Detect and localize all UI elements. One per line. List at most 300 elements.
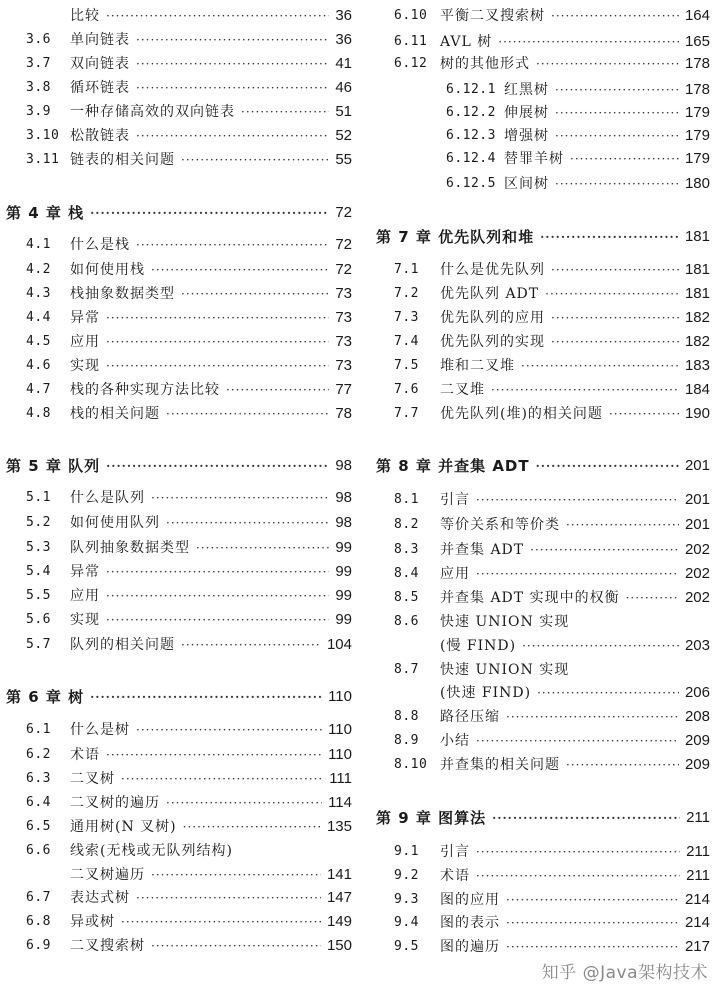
toc-entry xyxy=(0,149,352,171)
toc-page-number: 209 xyxy=(684,732,710,749)
leader-dots xyxy=(476,563,679,585)
toc-entry xyxy=(370,148,710,170)
toc-entry-number: 6.5 xyxy=(26,819,51,834)
leader-dots xyxy=(121,768,323,790)
leader-dots xyxy=(241,101,329,123)
toc-chapter-entry xyxy=(0,202,352,224)
toc-entry xyxy=(370,539,710,561)
toc-entry xyxy=(370,379,710,401)
chapter-title: 第 9 章 图算法 xyxy=(376,809,487,827)
toc-page-number: 149 xyxy=(326,913,352,930)
toc-page-number: 201 xyxy=(684,491,710,508)
chapter-title: 第 5 章 队列 xyxy=(6,457,101,475)
leader-dots xyxy=(566,514,679,536)
toc-entry-number: 3.8 xyxy=(26,80,51,95)
toc-page-number: 141 xyxy=(326,866,352,883)
toc-entry-number: 9.3 xyxy=(394,892,419,907)
toc-entry xyxy=(0,816,352,838)
toc-entry xyxy=(0,585,352,607)
toc-entry-title: 树的其他形式 xyxy=(440,56,530,72)
toc-entry-title: 应用 xyxy=(70,334,100,350)
leader-dots xyxy=(545,283,679,305)
leader-dots xyxy=(136,719,322,741)
leader-dots xyxy=(498,31,679,53)
leader-dots xyxy=(555,102,679,124)
toc-entry-title: 循环链表 xyxy=(70,80,130,96)
toc-entry xyxy=(370,912,710,934)
toc-entry-number: 6.2 xyxy=(26,747,51,762)
leader-dots xyxy=(492,807,680,829)
toc-entry xyxy=(0,609,352,631)
leader-dots xyxy=(136,234,329,256)
toc-page-number: 211 xyxy=(686,809,710,826)
toc-page-number: 201 xyxy=(684,516,710,533)
toc-entry-number: 6.7 xyxy=(26,890,51,905)
toc-entry-title: 快速 UNION 实现 xyxy=(440,614,570,630)
toc-entry-number: 7.3 xyxy=(394,310,419,325)
toc-entry-number: 6.3 xyxy=(26,771,51,786)
leader-dots xyxy=(226,379,329,401)
leader-dots xyxy=(626,587,679,609)
toc-page-number: 165 xyxy=(684,33,710,50)
toc-entry-number: 6.4 xyxy=(26,795,51,810)
toc-page-number: 114 xyxy=(328,794,352,811)
toc-entry xyxy=(370,53,710,75)
leader-dots xyxy=(521,355,679,377)
toc-entry-number: 6.12.3 xyxy=(446,128,496,143)
toc-page-number: 110 xyxy=(328,746,352,763)
toc-entry-title: 优先队列的实现 xyxy=(440,334,545,350)
toc-page-number: 46 xyxy=(335,79,352,96)
toc-entry-number: 3.6 xyxy=(26,32,51,47)
toc-entry-number: 6.12.4 xyxy=(446,151,496,166)
toc-entry-title: 什么是树 xyxy=(70,722,130,738)
toc-entry xyxy=(370,489,710,511)
toc-entry xyxy=(0,935,352,957)
toc-entry-number: 6.12.2 xyxy=(446,105,496,120)
toc-entry-title: 引言 xyxy=(440,844,470,860)
toc-page-number: 214 xyxy=(684,891,710,908)
toc-entry xyxy=(370,563,710,585)
toc-entry-number: 6.6 xyxy=(26,843,51,858)
toc-entry xyxy=(0,561,352,583)
toc-entry-title: 术语 xyxy=(70,747,100,763)
toc-page-number: 73 xyxy=(335,357,352,374)
toc-page-number: 98 xyxy=(335,457,352,474)
toc-entry-number: 4.2 xyxy=(26,262,51,277)
toc-page-number: 214 xyxy=(684,914,710,931)
leader-dots xyxy=(106,585,329,607)
toc-entry-title: 并查集 ADT xyxy=(440,542,525,558)
toc-entry xyxy=(0,331,352,353)
toc-page-number: 182 xyxy=(684,333,710,350)
toc-entry xyxy=(0,234,352,256)
toc-entry-number: 9.1 xyxy=(394,844,419,859)
toc-entry-title: 队列的相关问题 xyxy=(70,637,175,653)
toc-entry-title: 伸展树 xyxy=(504,105,549,121)
toc-entry xyxy=(370,706,710,728)
toc-entry xyxy=(370,102,710,124)
toc-entry-number: 5.5 xyxy=(26,588,51,603)
toc-entry-title: 比较 xyxy=(70,8,100,24)
toc-entry-number: 4.8 xyxy=(26,406,51,421)
toc-entry-title: 异常 xyxy=(70,564,100,580)
watermark: 知乎 @Java架构技术 xyxy=(541,963,708,983)
toc-chapter-entry xyxy=(0,455,352,477)
leader-dots xyxy=(566,754,679,776)
toc-page-number: 77 xyxy=(335,381,352,398)
toc-page-number: 36 xyxy=(335,7,352,24)
toc-entry xyxy=(0,768,352,790)
leader-dots xyxy=(555,125,679,147)
toc-entry-title: 路径压缩 xyxy=(440,709,500,725)
toc-entry-title: 图的应用 xyxy=(440,892,500,908)
toc-entry-number: 5.2 xyxy=(26,515,51,530)
toc-entry-title: 双向链表 xyxy=(70,56,130,72)
leader-dots xyxy=(106,331,329,353)
toc-entry-title: 应用 xyxy=(440,566,470,582)
leader-dots xyxy=(106,609,329,631)
toc-page-number: 202 xyxy=(684,589,710,606)
toc-page-number: 41 xyxy=(335,55,352,72)
toc-entry-number: 4.6 xyxy=(26,358,51,373)
toc-entry xyxy=(370,5,710,27)
toc-page-number: 208 xyxy=(684,708,710,725)
toc-page-number: 203 xyxy=(684,637,710,654)
leader-dots xyxy=(491,379,679,401)
toc-entry xyxy=(370,307,710,329)
toc-entry xyxy=(0,355,352,377)
toc-entry-title: 并查集 ADT 实现中的权衡 xyxy=(440,590,620,606)
leader-dots xyxy=(166,403,329,425)
toc-entry-number: 5.1 xyxy=(26,490,51,505)
toc-entry-title: 二叉树的遍历 xyxy=(70,795,160,811)
leader-dots xyxy=(181,634,321,656)
toc-entry-number: 8.8 xyxy=(394,709,419,724)
leader-dots xyxy=(609,403,679,425)
toc-entry-number: 6.12 xyxy=(394,56,428,71)
toc-page-number: 55 xyxy=(335,151,352,168)
toc-entry-number: 8.6 xyxy=(394,614,419,629)
toc-entry-number: 4.7 xyxy=(26,382,51,397)
toc-entry-title: 实现 xyxy=(70,358,100,374)
toc-entry-number: 3.9 xyxy=(26,104,51,119)
leader-dots xyxy=(106,744,322,766)
toc-entry-number: 9.5 xyxy=(394,939,419,954)
toc-page-number: 217 xyxy=(684,938,710,955)
leader-dots xyxy=(183,816,321,838)
leader-dots xyxy=(151,935,321,957)
toc-entry xyxy=(370,730,710,752)
leader-dots xyxy=(106,355,329,377)
toc-entry xyxy=(370,355,710,377)
toc-entry xyxy=(370,31,710,53)
toc-entry-number: 4.5 xyxy=(26,334,51,349)
toc-entry xyxy=(370,754,710,776)
toc-page-number: 52 xyxy=(335,127,352,144)
toc-page-number: 72 xyxy=(335,261,352,278)
toc-entry xyxy=(370,125,710,147)
leader-dots xyxy=(551,307,679,329)
toc-entry-number: 5.6 xyxy=(26,612,51,627)
toc-page-number: 73 xyxy=(335,285,352,302)
toc-entry-title: 优先队列(堆)的相关问题 xyxy=(440,406,603,422)
leader-dots xyxy=(506,912,679,934)
leader-dots xyxy=(476,730,679,752)
toc-entry-title: 栈的各种实现方法比较 xyxy=(70,382,220,398)
leader-dots xyxy=(121,911,321,933)
toc-entry-number: 5.7 xyxy=(26,637,51,652)
toc-entry xyxy=(0,125,352,147)
toc-page-number: 180 xyxy=(684,175,710,192)
leader-dots xyxy=(476,865,680,887)
toc-page-number: 164 xyxy=(684,7,710,24)
toc-chapter-entry xyxy=(370,807,710,829)
toc-entry-title: 引言 xyxy=(440,492,470,508)
toc-entry xyxy=(0,512,352,534)
leader-dots xyxy=(506,706,679,728)
toc-page-number: 73 xyxy=(335,309,352,326)
leader-dots xyxy=(536,53,679,75)
toc-entry xyxy=(370,331,710,353)
toc-entry-title: 红黑树 xyxy=(504,82,549,98)
toc-entry xyxy=(0,744,352,766)
toc-entry-title: 单向链表 xyxy=(70,32,130,48)
toc-entry xyxy=(0,487,352,509)
toc-entry xyxy=(0,403,352,425)
toc-page-number: 182 xyxy=(684,309,710,326)
leader-dots xyxy=(181,149,329,171)
toc-entry-title: 小结 xyxy=(440,733,470,749)
leader-dots xyxy=(106,561,329,583)
toc-entry xyxy=(0,379,352,401)
toc-page-number: 202 xyxy=(684,565,710,582)
toc-entry-title: (慢 FIND) xyxy=(440,638,517,654)
toc-page-number: 178 xyxy=(684,55,710,72)
toc-entry-number: 3.7 xyxy=(26,56,51,71)
leader-dots xyxy=(106,455,329,477)
toc-entry-title: 平衡二叉搜索树 xyxy=(440,8,545,24)
toc-entry xyxy=(370,403,710,425)
toc-entry-title: 线索(无栈或无队列结构) xyxy=(70,843,233,859)
leader-dots xyxy=(551,331,679,353)
leader-dots xyxy=(540,226,679,248)
toc-entry-title: 如何使用栈 xyxy=(70,262,145,278)
toc-page-number: 99 xyxy=(335,539,352,556)
toc-chapter-entry xyxy=(370,226,710,248)
leader-dots xyxy=(136,77,329,99)
leader-dots xyxy=(136,125,329,147)
toc-entry xyxy=(0,911,352,933)
toc-page-number: 181 xyxy=(684,228,710,245)
toc-entry-title: 一种存储高效的双向链表 xyxy=(70,104,235,120)
toc-entry-number: 5.4 xyxy=(26,564,51,579)
toc-entry-number: 8.7 xyxy=(394,662,419,677)
toc-entry-title: 替罪羊树 xyxy=(504,151,564,167)
toc-page-number: 99 xyxy=(335,563,352,580)
toc-entry-title: 应用 xyxy=(70,588,100,604)
toc-entry xyxy=(0,634,352,656)
toc-chapter-entry xyxy=(0,686,352,708)
toc-page-number: 181 xyxy=(684,285,710,302)
toc-entry xyxy=(370,682,710,704)
toc-page-number: 99 xyxy=(335,611,352,628)
toc-entry-title: 什么是优先队列 xyxy=(440,262,545,278)
toc-entry-number: 6.9 xyxy=(26,938,51,953)
toc-entry xyxy=(370,79,710,101)
toc-entry-number: 7.7 xyxy=(394,406,419,421)
toc-entry-number: 6.8 xyxy=(26,914,51,929)
toc-entry-number: 8.4 xyxy=(394,566,419,581)
toc-entry-title: (快速 FIND) xyxy=(440,685,532,701)
toc-entry-title: 栈的相关问题 xyxy=(70,406,160,422)
leader-dots xyxy=(506,936,679,958)
toc-page-number: 211 xyxy=(686,867,710,884)
toc-entry-number: 9.4 xyxy=(394,915,419,930)
toc-page-number: 110 xyxy=(328,688,352,705)
toc-page-number: 179 xyxy=(684,104,710,121)
toc-entry-title: 并查集的相关问题 xyxy=(440,757,560,773)
toc-entry-title: 图的遍历 xyxy=(440,939,500,955)
toc-page-number: 78 xyxy=(335,405,352,422)
toc-entry xyxy=(370,841,710,863)
leader-dots xyxy=(151,864,321,886)
toc-entry-number: 6.12.5 xyxy=(446,176,496,191)
toc-page-number: 98 xyxy=(335,489,352,506)
toc-entry xyxy=(370,587,710,609)
toc-entry xyxy=(370,611,710,633)
toc-entry-number: 8.3 xyxy=(394,542,419,557)
chapter-title: 第 6 章 树 xyxy=(6,688,85,706)
toc-page-number: 206 xyxy=(684,684,710,701)
leader-dots xyxy=(522,635,679,657)
toc-entry xyxy=(0,537,352,559)
toc-entry-title: 链表的相关问题 xyxy=(70,152,175,168)
leader-dots xyxy=(555,173,679,195)
toc-entry xyxy=(0,792,352,814)
toc-entry-title: 堆和二叉堆 xyxy=(440,358,515,374)
toc-entry-number: 5.3 xyxy=(26,540,51,555)
toc-entry-number: 6.1 xyxy=(26,722,51,737)
toc-page-number: 73 xyxy=(335,333,352,350)
toc-page-number: 183 xyxy=(684,357,710,374)
toc-page-number: 211 xyxy=(686,843,710,860)
leader-dots xyxy=(476,489,679,511)
toc-entry-number: 6.11 xyxy=(394,34,428,49)
toc-entry-title: 实现 xyxy=(70,612,100,628)
toc-entry-title: 表达式树 xyxy=(70,890,130,906)
chapter-title: 第 7 章 优先队列和堆 xyxy=(376,228,535,246)
toc-page-number: 178 xyxy=(684,81,710,98)
toc-chapter-entry xyxy=(370,455,710,477)
leader-dots xyxy=(166,792,322,814)
toc-entry-title: 什么是队列 xyxy=(70,490,145,506)
toc-entry-number: 8.1 xyxy=(394,492,419,507)
toc-entry-number: 7.5 xyxy=(394,358,419,373)
toc-entry-number: 8.2 xyxy=(394,517,419,532)
toc-entry-title: 队列抽象数据类型 xyxy=(70,540,190,556)
leader-dots xyxy=(551,259,679,281)
chapter-title: 第 4 章 栈 xyxy=(6,204,85,222)
toc-page-number: 72 xyxy=(335,236,352,253)
toc-entry-number: 4.4 xyxy=(26,310,51,325)
toc-entry-number: 4.3 xyxy=(26,286,51,301)
toc-entry-title: 异常 xyxy=(70,310,100,326)
toc-entry-title: 二叉树 xyxy=(70,771,115,787)
toc-entry-number: 4.1 xyxy=(26,237,51,252)
toc-entry xyxy=(0,283,352,305)
toc-entry-title: 增强树 xyxy=(504,128,549,144)
toc-entry-title: 如何使用队列 xyxy=(70,515,160,531)
toc-page-number: 184 xyxy=(684,381,710,398)
toc-entry-number: 3.11 xyxy=(26,152,60,167)
leader-dots xyxy=(196,537,329,559)
toc-entry-title: 快速 UNION 实现 xyxy=(440,662,570,678)
toc-entry xyxy=(0,864,352,886)
toc-entry-title: 区间树 xyxy=(504,176,549,192)
leader-dots xyxy=(181,283,329,305)
toc-entry-title: 优先队列 ADT xyxy=(440,286,540,302)
leader-dots xyxy=(106,5,329,27)
toc-entry xyxy=(0,307,352,329)
toc-page-number: 181 xyxy=(684,261,710,278)
toc-entry xyxy=(0,719,352,741)
leader-dots xyxy=(136,53,329,75)
leader-dots xyxy=(136,29,329,51)
toc-entry-number: 8.10 xyxy=(394,757,428,772)
leader-dots xyxy=(536,455,679,477)
leader-dots xyxy=(151,487,329,509)
toc-page-number: 201 xyxy=(684,457,710,474)
toc-entry-title: 二叉堆 xyxy=(440,382,485,398)
toc-entry xyxy=(370,865,710,887)
toc-entry-number: 7.1 xyxy=(394,262,419,277)
toc-page-number: 179 xyxy=(684,127,710,144)
toc-page-number: 135 xyxy=(326,818,352,835)
leader-dots xyxy=(90,202,329,224)
toc-entry-title: 二叉搜索树 xyxy=(70,938,145,954)
toc-entry xyxy=(370,936,710,958)
toc-entry-number: 8.9 xyxy=(394,733,419,748)
toc-page-number: 150 xyxy=(326,937,352,954)
toc-entry-number: 6.10 xyxy=(394,8,428,23)
leader-dots xyxy=(537,682,679,704)
toc-entry-title: 异或树 xyxy=(70,914,115,930)
toc-entry-title: 通用树(N 叉树) xyxy=(70,819,177,835)
leader-dots xyxy=(151,259,329,281)
toc-page-number: 147 xyxy=(326,889,352,906)
toc-entry-number: 7.6 xyxy=(394,382,419,397)
toc-entry xyxy=(0,259,352,281)
toc-page-number: 111 xyxy=(329,770,352,787)
leader-dots xyxy=(476,841,680,863)
leader-dots xyxy=(506,889,679,911)
toc-entry-title: 松散链表 xyxy=(70,128,130,144)
toc-entry-number: 9.2 xyxy=(394,868,419,883)
toc-entry-number: 3.10 xyxy=(26,128,60,143)
toc-entry xyxy=(0,840,352,862)
leader-dots xyxy=(166,512,329,534)
toc-page-number: 179 xyxy=(684,150,710,167)
toc-page-number: 36 xyxy=(335,31,352,48)
toc-entry-title: 等价关系和等价类 xyxy=(440,517,560,533)
toc-entry xyxy=(370,514,710,536)
toc-entry xyxy=(370,635,710,657)
toc-entry xyxy=(370,283,710,305)
toc-page-number: 202 xyxy=(684,541,710,558)
toc-entry xyxy=(370,259,710,281)
toc-page-number: 72 xyxy=(335,204,352,221)
